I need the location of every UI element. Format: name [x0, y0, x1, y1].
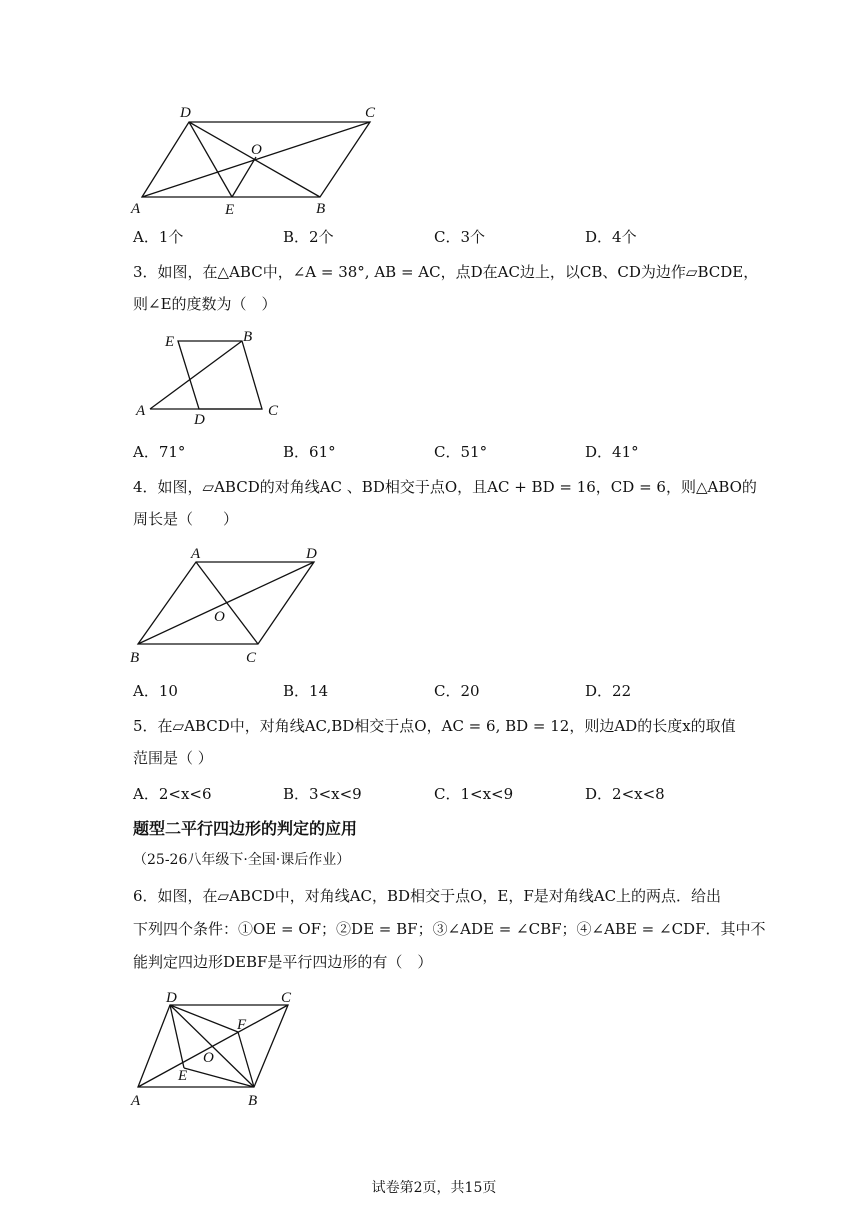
- label-E: E: [225, 202, 235, 218]
- q5-stem-line2: 范围是（ ）: [133, 749, 213, 767]
- label-E: E: [165, 334, 175, 350]
- q3-option-c: C．51°: [434, 443, 488, 461]
- label-A: A: [136, 403, 146, 419]
- q5-option-c: C．1<x<9: [434, 785, 514, 803]
- label-B: B: [243, 329, 253, 345]
- section-heading: 题型二平行四边形的判定的应用: [133, 819, 358, 838]
- label-O: O: [203, 1050, 214, 1066]
- q3-figure: [130, 325, 300, 428]
- label-O: O: [251, 142, 262, 158]
- label-C: C: [246, 650, 257, 666]
- q6-stem-line1: 6．如图，在▱ABCD中，对角线AC，BD相交于点O，E，F是对角线AC上的两点．给出: [133, 887, 722, 905]
- q2-figure: [125, 100, 385, 220]
- q2-option-b: B．2个: [283, 228, 334, 246]
- q3-option-d: D．41°: [585, 443, 639, 461]
- label-A: A: [191, 546, 201, 562]
- label-D: D: [180, 105, 191, 121]
- label-C: C: [268, 403, 279, 419]
- q4-stem-line1: 4．如图，▱ABCD的对角线AC 、BD相交于点O，且AC + BD = 16，CD = 6，则△ABO的: [133, 478, 757, 496]
- q6-stem-line2: 下列四个条件：①OE = OF；②DE = BF；③∠ADE = ∠CBF；④∠ABE = ∠CDF．其中不: [133, 920, 766, 938]
- label-B: B: [316, 201, 326, 217]
- label-B: B: [130, 650, 140, 666]
- label-A: A: [131, 201, 141, 217]
- q3-option-b: B．61°: [283, 443, 336, 461]
- label-D: D: [166, 990, 177, 1006]
- q3-stem-line1: 3．如图，在△ABC中，∠A = 38°, AB = AC，点D在AC边上，以CB、CD为边作▱BCDE，: [133, 263, 759, 281]
- q2-option-d: D．4个: [585, 228, 637, 246]
- label-C: C: [281, 990, 292, 1006]
- q6-figure: [128, 990, 318, 1115]
- q3-stem-line2: 则∠E的度数为（ ）: [133, 295, 277, 313]
- q5-option-b: B．3<x<9: [283, 785, 362, 803]
- q4-stem-line2: 周长是（ ）: [133, 510, 239, 528]
- q4-option-c: C．20: [434, 682, 480, 700]
- q3-option-a: A．71°: [133, 443, 186, 461]
- q4-option-b: B．14: [283, 682, 329, 700]
- q5-option-d: D．2<x<8: [585, 785, 665, 803]
- label-F: F: [237, 1017, 247, 1033]
- q4-figure: [128, 540, 338, 670]
- label-A: A: [131, 1093, 141, 1109]
- label-O: O: [214, 609, 225, 625]
- q5-stem-line1: 5．在▱ABCD中，对角线AC,BD相交于点O，AC = 6, BD = 12，则边AD的长度x的取值: [133, 717, 736, 735]
- label-D: D: [306, 546, 317, 562]
- page-footer: 试卷第2页，共15页: [371, 1180, 497, 1196]
- label-C: C: [365, 105, 376, 121]
- q5-option-a: A．2<x<6: [133, 785, 212, 803]
- q4-option-a: A．10: [133, 682, 178, 700]
- q2-option-a: A．1个: [133, 228, 184, 246]
- label-E: E: [178, 1068, 188, 1084]
- label-D: D: [194, 412, 205, 428]
- label-B: B: [248, 1093, 258, 1109]
- q2-option-c: C．3个: [434, 228, 486, 246]
- q6-stem-line3: 能判定四边形DEBF是平行四边形的有（ ）: [133, 953, 433, 971]
- section-source: （25-26八年级下·全国·课后作业）: [133, 852, 351, 868]
- q4-option-d: D．22: [585, 682, 632, 700]
